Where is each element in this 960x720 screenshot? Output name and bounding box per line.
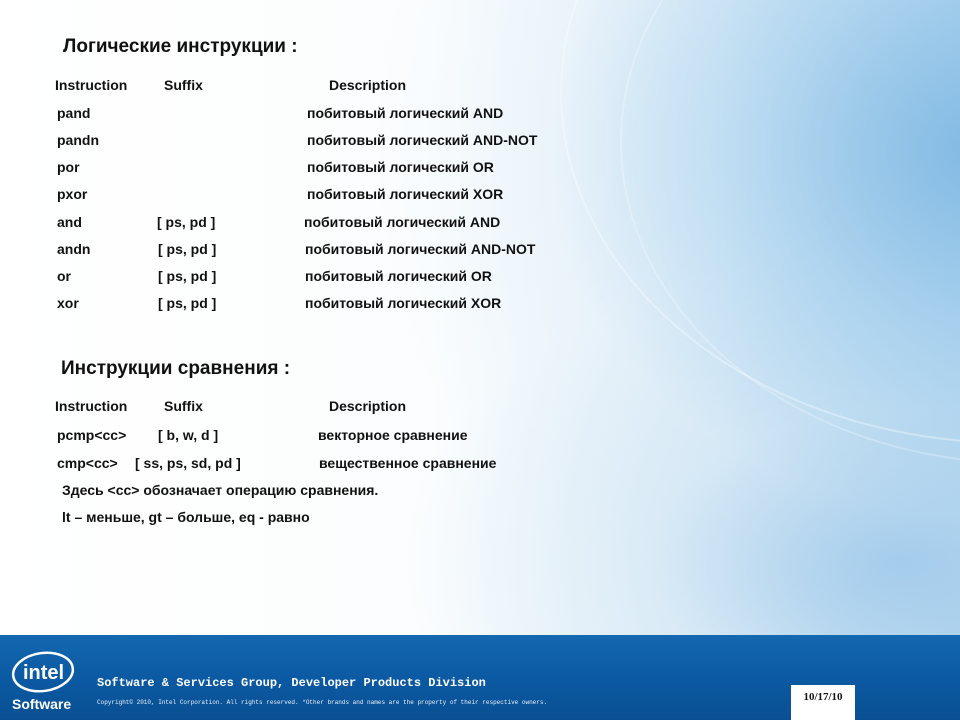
row-description: побитовый логический AND-NOT [307,132,538,148]
row-instruction: pcmp<cc> [57,427,127,443]
header-description: Description [329,398,407,414]
header-suffix: Suffix [164,77,203,93]
table-row [0,105,960,123]
row-suffix: [ ps, pd ] [157,214,216,230]
row-description: побитовый логический XOR [305,295,502,311]
table-header [0,77,960,95]
row-suffix: [ ss, ps, sd, pd ] [135,455,241,471]
note-text: Здесь <cc> обозначает операцию сравнения. [62,482,379,498]
row-instruction: andn [57,241,91,257]
row-description: побитовый логический XOR [307,186,504,202]
footer-bar [0,635,960,720]
row-description: побитовый логический OR [305,268,492,284]
row-suffix: [ b, w, d ] [158,427,219,443]
row-instruction: por [57,159,80,175]
row-description: побитовый логический AND-NOT [305,241,536,257]
row-suffix: [ ps, pd ] [158,241,217,257]
table-row [0,132,960,150]
logo-software-text: Software [12,696,72,712]
row-description: побитовый логический AND [307,105,504,121]
row-instruction: or [57,268,71,284]
header-instruction: Instruction [55,398,128,414]
division-text: Software & Services Group, Developer Products Division [97,676,486,690]
row-suffix: [ ps, pd ] [158,268,217,284]
row-description: векторное сравнение [318,427,468,443]
table-row [0,427,960,445]
row-instruction: and [57,214,82,230]
date-text: 10/17/10 [803,691,843,703]
header-suffix: Suffix [164,398,203,414]
row-instruction: cmp<cc> [57,455,118,471]
row-instruction: xor [57,295,79,311]
intel-software-logo [10,649,80,713]
section-title-comparison: Инструкции сравнения : [61,358,291,379]
row-description: вещественное сравнение [319,455,497,471]
copyright-text: Copyright© 2010, Intel Corporation. All rights reserved. *Other brands and names are the property of their respective owners. [97,699,548,706]
decorative-swoosh [620,0,960,464]
header-description: Description [329,77,407,93]
row-instruction: pand [57,105,91,121]
row-description: побитовый логический AND [304,214,501,230]
date-box [791,685,855,720]
section-title-logical: Логические инструкции : [63,36,298,57]
table-row [0,159,960,177]
row-suffix: [ ps, pd ] [158,295,217,311]
table-row [0,455,960,473]
table-row [0,268,960,286]
row-instruction: pandn [57,132,99,148]
row-description: побитовый логический OR [307,159,494,175]
table-header [0,398,960,416]
table-row [0,295,960,313]
table-row [0,241,960,259]
header-instruction: Instruction [55,77,128,93]
table-row [0,214,960,232]
note-text: lt – меньше, gt – больше, eq - равно [62,509,310,525]
logo-intel-text: intel [23,662,65,684]
table-row [0,186,960,204]
row-instruction: pxor [57,186,88,202]
